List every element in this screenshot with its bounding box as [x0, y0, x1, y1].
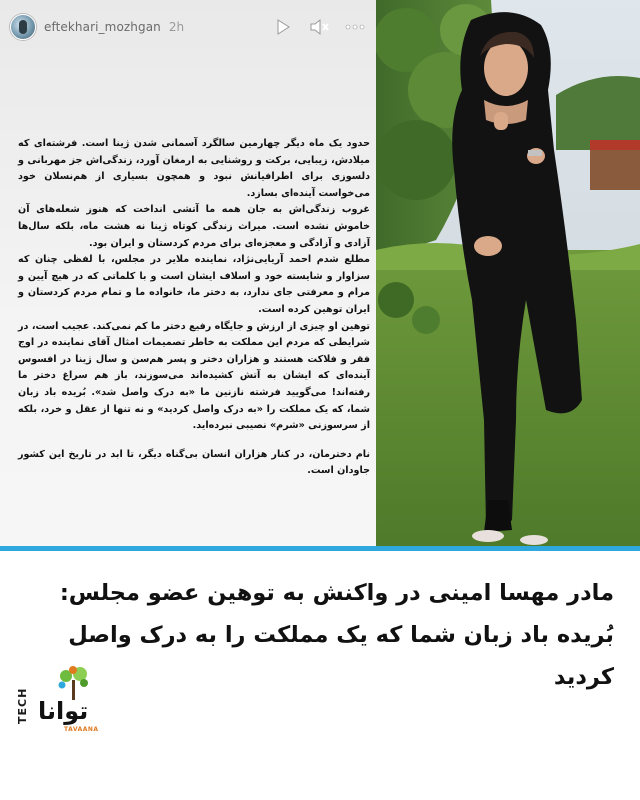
- headline-line: کردید: [553, 664, 614, 690]
- story-time: 2h: [168, 20, 185, 34]
- tree-icon: [54, 666, 94, 700]
- speaker-muted-icon[interactable]: [308, 16, 330, 38]
- statement-paragraph: توهین او چیزی از ارزش و جایگاه رفیع دختر ما کم نمی‌کند. عجیب است، در شرایطی که مردم این مملکت به خاطر تصمیمات امثال آقای نماینده در اوج فقر و فلاکت هستند و هزاران دختر و پسر هم‌سن و سال ژینا در افسوس آینده‌ای که ایشان به آتش کشیده‌اند می‌سوزند، باز هم سراغ دختر ما رفته‌اند! می‌گویید فرشته نازنین ما «به درک واصل شد». بُریده باد زبان شما، که یک مملکت را «به درک واصل کردید» و نه تنها از عقل و خرد، بلکه از سرسوزنی «شرم» نصیبی نبرده‌اید.: [18, 320, 370, 432]
- story-username[interactable]: eftekhari_mozhgan: [44, 20, 161, 34]
- logo-brand-fa: توانا: [38, 697, 89, 725]
- play-icon[interactable]: [272, 16, 294, 38]
- story-header: [0, 0, 376, 54]
- headline-line: بُریده باد زبان شما که یک مملکت را به درک واصل: [68, 622, 614, 648]
- logo-brand-en: TAVAANA: [64, 726, 99, 733]
- statement-paragraph: غروب زندگی‌اش به جان همه ما آتشی انداخت که هنوز شعله‌های آن خاموش نشده است. میراث زندگی کوتاه ژینا نه هشت ماه، بلکه سال‌ها آزادی و آزادگی و معجزه‌ای برای مردم کردستان و ایران بود.: [18, 204, 370, 249]
- statement-paragraph: حدود یک ماه دیگر چهارمین سالگرد آسمانی شدن ژینا است. فرشته‌ای که میلادش، زیبایی، برکت و روشنایی به ارمغان آورد، زندگی‌اش جز مهربانی و دلسوزی برای اطرافیانش نبود و همچون بسیاری از هم‌نسلان خود می‌خواست آینده‌ای بسازد.: [18, 138, 370, 199]
- profile-avatar[interactable]: [10, 14, 36, 40]
- more-horizontal-icon[interactable]: [344, 16, 366, 38]
- statement-paragraph: مطلع شدم احمد آریایی‌نژاد، نماینده ملایر در مجلس، با لفظی چنان که سزاوار و شایسته خود و اسلاف ایشان است و با کلماتی که در هیچ آیین و مرام و معرفتی جای ندارد، به دختر ما، خانواده ما و تمام مردم کردستان و ایران توهین کرده است.: [18, 254, 370, 315]
- tavaana-tech-logo: [14, 666, 106, 742]
- headline-line: مادر مهسا امینی در واکنش به توهین عضو مجلس:: [59, 580, 614, 606]
- statement-paragraph: نام دخترمان، در کنار هزاران انسان بی‌گناه دیگر، تا ابد در تاریخ این کشور جاودان است.: [18, 448, 370, 477]
- story-text-panel: [0, 0, 376, 546]
- story-controls: [272, 16, 366, 38]
- story-statement-text: [18, 136, 370, 480]
- logo-tech-text: TECH: [16, 687, 29, 725]
- portrait-photo: [376, 0, 640, 546]
- section-divider: [0, 546, 640, 551]
